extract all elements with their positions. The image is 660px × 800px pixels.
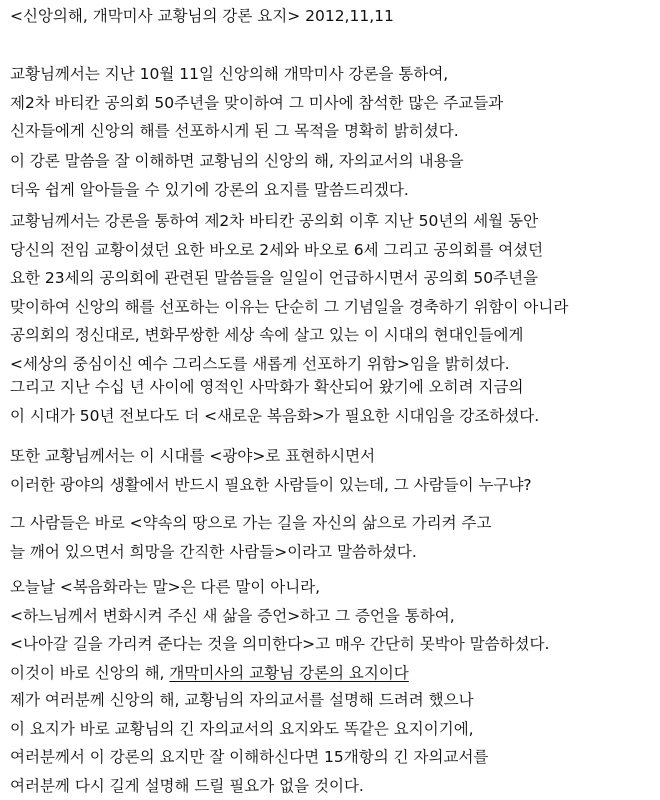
text-line: <세상의 중심이신 예수 그리스도를 새롭게 선포하기 위함>임을 밝히셨다. (10, 350, 568, 379)
paragraph-5 (10, 442, 532, 499)
paragraph-1 (10, 60, 503, 146)
text-line: 이 시대가 50년 전보다도 더 <새로운 복음화>가 필요한 시대임을 강조하셨다. (10, 402, 539, 431)
text-line: <나아갈 길을 가리켜 준다는 것을 의미한다>고 매우 간단히 못박아 말씀하셨다. (10, 630, 549, 659)
text-line: 또한 교황님께서는 이 시대를 <광야>로 표현하시면서 (10, 442, 532, 471)
text-line: 맞이하여 신앙의 해를 선포하는 이유는 단순히 그 기념일을 경축하기 위함이 아니라 (10, 293, 568, 322)
text-line: 제2차 바티칸 공의회 50주년을 맞이하여 그 미사에 참석한 많은 주교들과 (10, 89, 503, 118)
text-line: 여러분께 다시 길게 설명해 드릴 필요가 없을 것이다. (10, 772, 488, 800)
paragraph-7 (10, 573, 549, 687)
text-line: 더욱 쉽게 알아들을 수 있기에 강론의 요지를 말씀드리겠다. (10, 176, 464, 205)
text-line: 이 강론 말씀을 잘 이해하면 교황님의 신앙의 해, 자의교서의 내용을 (10, 147, 464, 176)
text-line: 교황님께서는 강론을 통하여 제2차 바티칸 공의회 이후 지난 50년의 세월 동안 (10, 207, 568, 236)
text-line: 여러분께서 이 강론의 요지만 잘 이해하신다면 15개항의 긴 자의교서를 (10, 743, 488, 772)
text-line: 신자들에게 신앙의 해를 선포하시게 된 그 목적을 명확히 밝히셨다. (10, 117, 503, 146)
document-title: <신앙의해, 개막미사 교황님의 강론 요지> 2012,11,11 (10, 6, 394, 26)
text-line: 이 요지가 바로 교황님의 긴 자의교서의 요지와도 똑같은 요지이기에, (10, 715, 488, 744)
text-line: 그리고 지난 수십 년 사이에 영적인 사막화가 확산되어 왔기에 오히려 지금의 (10, 373, 539, 402)
text-line-with-underline (10, 659, 549, 688)
paragraph-4 (10, 373, 539, 430)
text-line: 늘 깨어 있으면서 희망을 간직한 사람들>이라고 말씀하셨다. (10, 538, 492, 567)
text-line: 오늘날 <복음화라는 말>은 다른 말이 아니라, (10, 573, 549, 602)
text-line: 교황님께서는 지난 10월 11일 신앙의해 개막미사 강론을 통하여, (10, 60, 503, 89)
text-line: 제가 여러분께 신앙의 해, 교황님의 자의교서를 설명해 드려려 했으나 (10, 686, 488, 715)
paragraph-3 (10, 207, 568, 378)
text-line: 요한 23세의 공의회에 관련된 말씀들을 일일이 언급하시면서 공의회 50주년을 (10, 264, 568, 293)
text-line: 공의회의 정신대로, 변화무쌍한 세상 속에 살고 있는 이 시대의 현대인들에게 (10, 321, 568, 350)
text-line-prefix: 이것이 바로 신앙의 해, (10, 664, 169, 682)
text-line: 그 사람들은 바로 <약속의 땅으로 가는 길을 자신의 삶으로 가리켜 주고 (10, 509, 492, 538)
text-line: 이러한 광야의 생활에서 반드시 필요한 사람들이 있는데, 그 사람들이 누구냐? (10, 471, 532, 500)
text-line: <하느님께서 변화시켜 주신 새 삶을 증언>하고 그 증언을 통하여, (10, 602, 549, 631)
paragraph-2 (10, 147, 464, 204)
paragraph-8 (10, 686, 488, 800)
text-line: 당신의 전임 교황이셨던 요한 바오로 2세와 바오로 6세 그리고 공의회를 여셨던 (10, 236, 568, 265)
underlined-emphasis: 개막미사의 교황님 강론의 요지이다 (169, 664, 408, 682)
paragraph-6 (10, 509, 492, 566)
